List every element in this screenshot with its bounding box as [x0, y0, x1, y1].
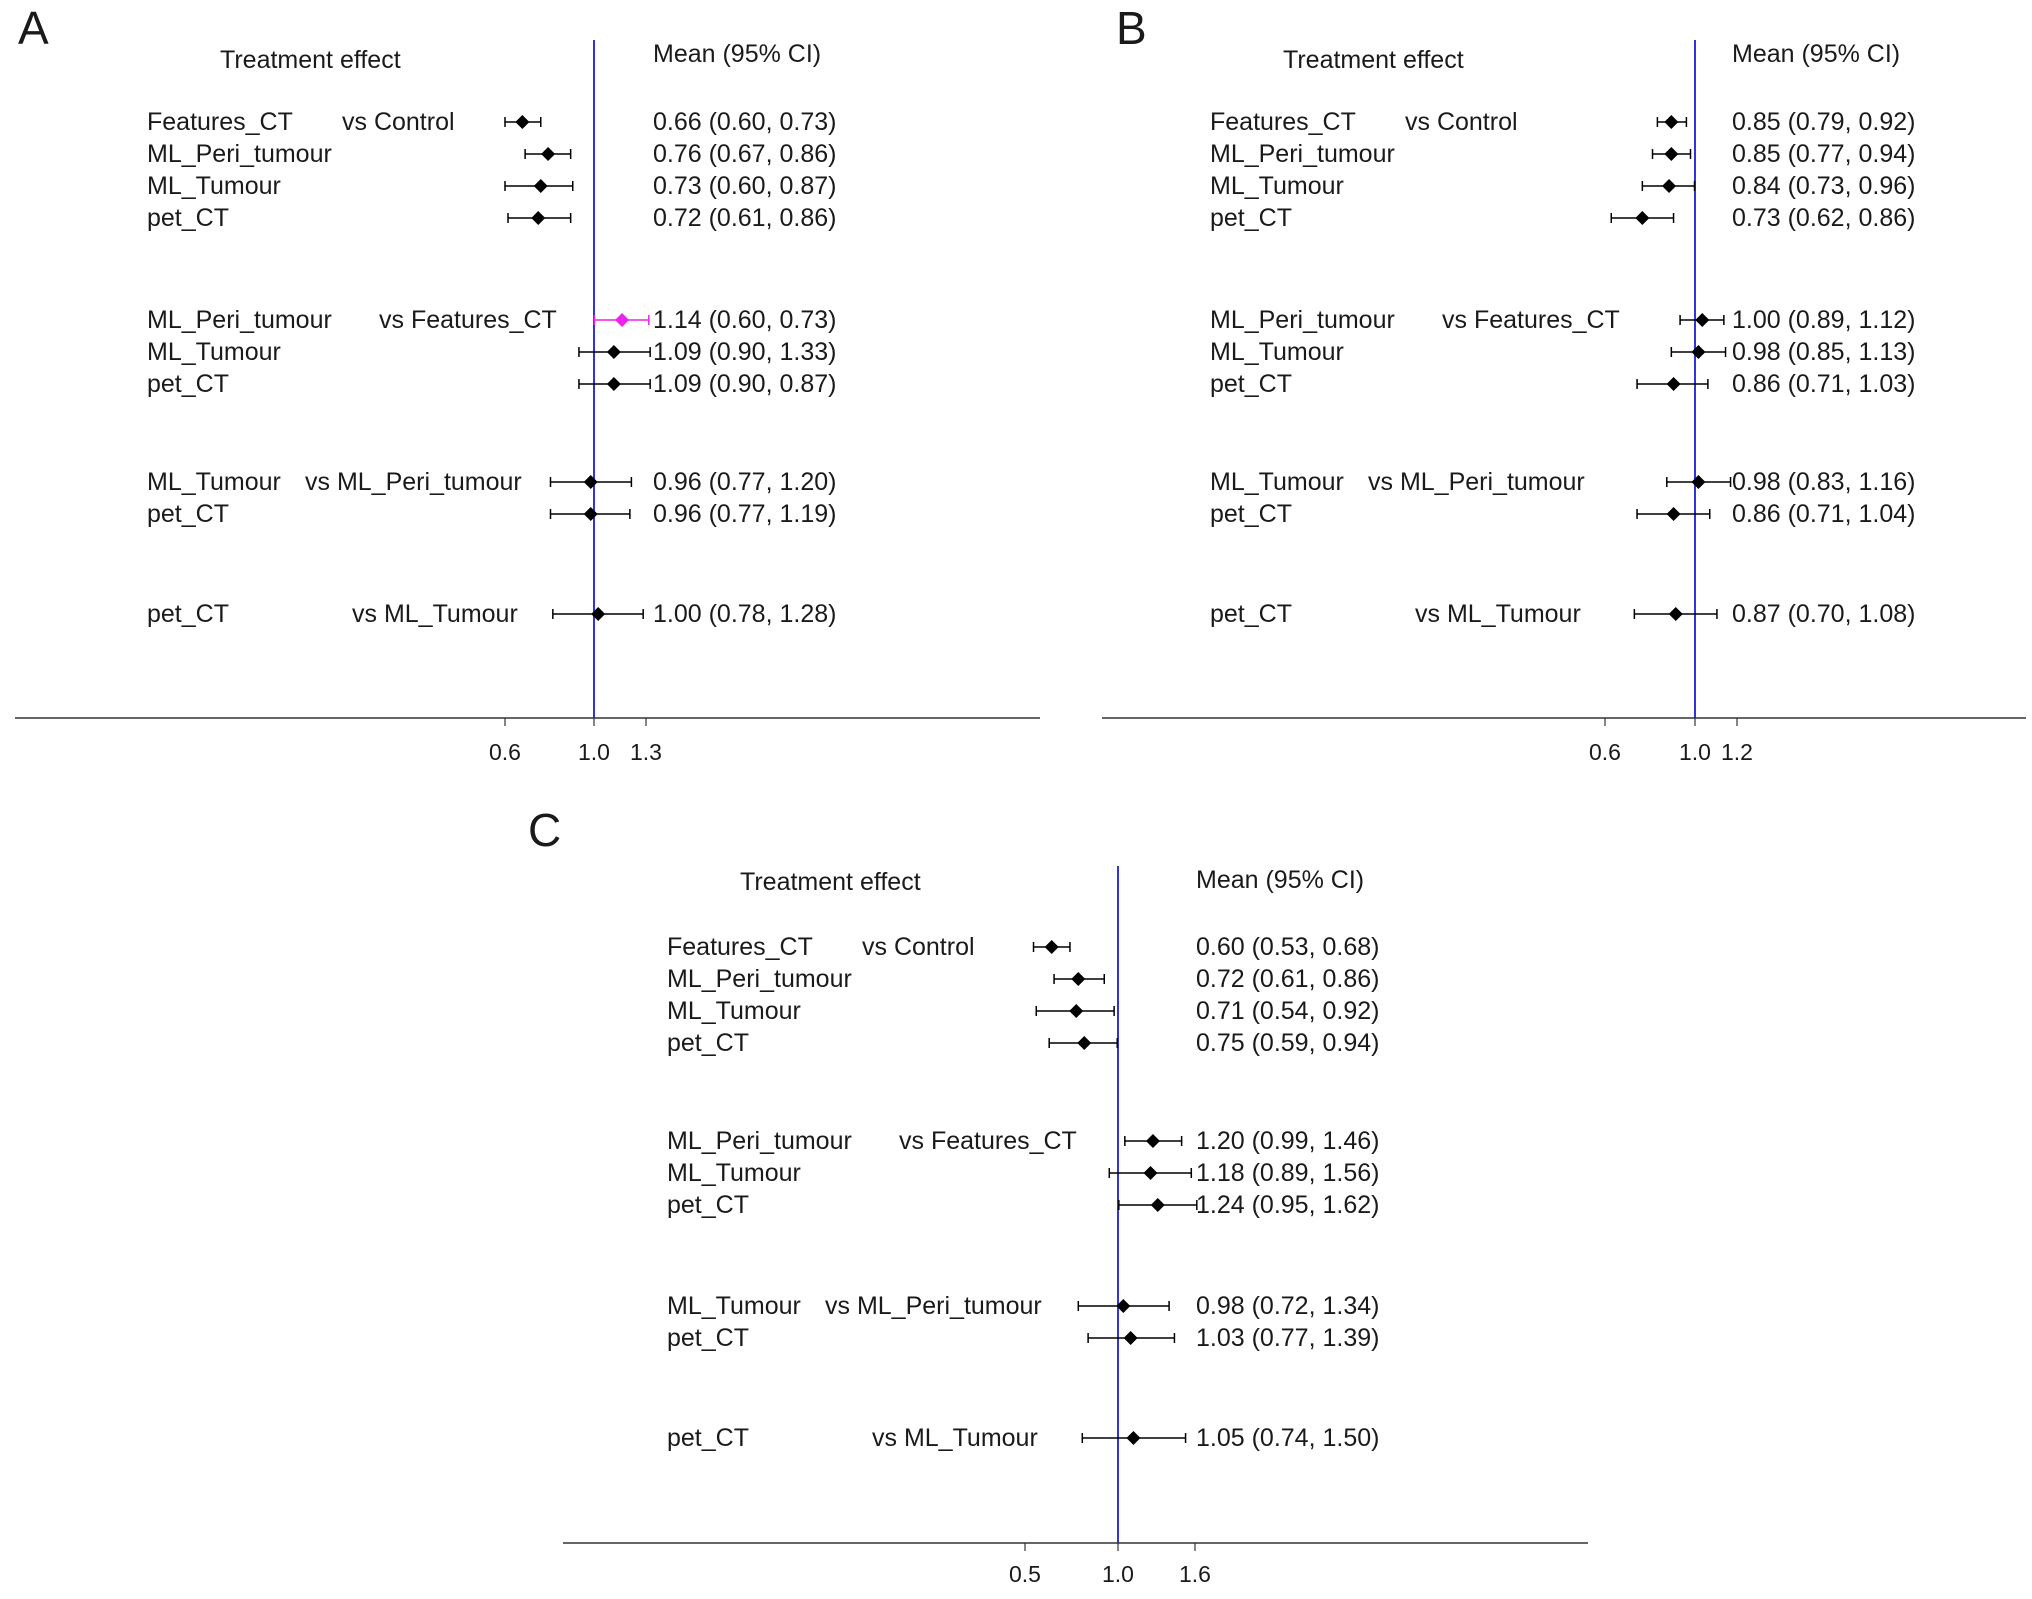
header-treatment-effect: Treatment effect: [1283, 46, 1464, 74]
mean-marker: [1635, 211, 1649, 225]
mean-marker: [1691, 475, 1705, 489]
forest-row: [147, 500, 836, 528]
row-model-label: pet_CT: [667, 1029, 749, 1057]
x-tick-label: 1.0: [1679, 739, 1711, 765]
row-ci-text: 0.76 (0.67, 0.86): [653, 140, 837, 168]
row-comparison-label: vs ML_Tumour: [352, 600, 518, 628]
mean-marker: [1071, 972, 1085, 986]
row-ci-text: 1.20 (0.99, 1.46): [1196, 1127, 1380, 1155]
row-comparison-label: vs ML_Tumour: [1415, 600, 1581, 628]
mean-marker: [541, 147, 555, 161]
forest-row: [1210, 600, 1915, 628]
mean-marker: [607, 345, 621, 359]
mean-marker: [1664, 115, 1678, 129]
forest-row: [667, 965, 1379, 993]
row-model-label: pet_CT: [147, 600, 229, 628]
row-ci-text: 0.98 (0.83, 1.16): [1732, 468, 1916, 496]
header-treatment-effect: Treatment effect: [740, 868, 921, 896]
row-ci-text: 0.72 (0.61, 0.86): [653, 204, 837, 232]
row-ci-text: 1.03 (0.77, 1.39): [1196, 1324, 1380, 1352]
mean-marker: [1143, 1166, 1157, 1180]
x-tick-label: 1.0: [578, 739, 610, 765]
row-comparison-label: vs Features_CT: [379, 306, 557, 334]
mean-marker: [584, 507, 598, 521]
row-model-label: ML_Peri_tumour: [1210, 306, 1395, 334]
mean-marker: [615, 313, 629, 327]
forest-row: [1210, 500, 1915, 528]
row-comparison-label: vs ML_Peri_tumour: [1368, 468, 1585, 496]
row-comparison-label: vs Control: [342, 108, 455, 136]
row-model-label: pet_CT: [147, 370, 229, 398]
x-tick-label: 1.6: [1179, 1561, 1211, 1587]
row-model-label: pet_CT: [667, 1424, 749, 1452]
forest-row: [1210, 468, 1915, 496]
row-ci-text: 1.14 (0.60, 0.73): [653, 306, 837, 334]
forest-row: [667, 1029, 1379, 1057]
forest-row: [1210, 108, 1915, 136]
row-ci-text: 0.98 (0.72, 1.34): [1196, 1292, 1380, 1320]
row-model-label: ML_Tumour: [667, 997, 801, 1025]
forest-row: [147, 468, 836, 496]
row-ci-text: 0.73 (0.60, 0.87): [653, 172, 837, 200]
row-model-label: ML_Tumour: [1210, 338, 1344, 366]
row-model-label: pet_CT: [1210, 600, 1292, 628]
forest-row: [667, 1324, 1379, 1352]
row-model-label: pet_CT: [147, 500, 229, 528]
mean-marker: [1667, 507, 1681, 521]
row-model-label: ML_Tumour: [1210, 468, 1344, 496]
row-ci-text: 0.71 (0.54, 0.92): [1196, 997, 1380, 1025]
row-ci-text: 1.09 (0.90, 1.33): [653, 338, 837, 366]
forest-row: [667, 933, 1379, 961]
forest-row: [667, 1127, 1379, 1155]
mean-marker: [1669, 607, 1683, 621]
row-model-label: ML_Tumour: [147, 172, 281, 200]
mean-marker: [1069, 1004, 1083, 1018]
row-ci-text: 0.73 (0.62, 0.86): [1732, 204, 1916, 232]
row-comparison-label: vs Control: [862, 933, 975, 961]
row-ci-text: 0.86 (0.71, 1.03): [1732, 370, 1916, 398]
panel-letter: B: [1116, 2, 1147, 54]
x-tick-label: 0.5: [1009, 1561, 1041, 1587]
mean-marker: [1662, 179, 1676, 193]
row-model-label: ML_Tumour: [1210, 172, 1344, 200]
row-ci-text: 0.96 (0.77, 1.20): [653, 468, 837, 496]
row-model-label: ML_Peri_tumour: [667, 965, 852, 993]
header-mean-ci: Mean (95% CI): [1732, 40, 1901, 68]
panel-letter: C: [528, 804, 562, 856]
forest-row: [147, 204, 836, 232]
x-tick-label: 1.3: [630, 739, 662, 765]
forest-row: [667, 1424, 1379, 1452]
row-model-label: pet_CT: [667, 1191, 749, 1219]
row-ci-text: 0.85 (0.77, 0.94): [1732, 140, 1916, 168]
row-ci-text: 0.85 (0.79, 0.92): [1732, 108, 1916, 136]
mean-marker: [1691, 345, 1705, 359]
forest-row: [1210, 370, 1915, 398]
mean-marker: [584, 475, 598, 489]
header-treatment-effect: Treatment effect: [220, 46, 401, 74]
row-comparison-label: vs ML_Tumour: [872, 1424, 1038, 1452]
mean-marker: [515, 115, 529, 129]
row-model-label: ML_Tumour: [667, 1159, 801, 1187]
row-ci-text: 1.00 (0.89, 1.12): [1732, 306, 1916, 334]
row-model-label: ML_Peri_tumour: [667, 1127, 852, 1155]
row-ci-text: 0.66 (0.60, 0.73): [653, 108, 837, 136]
row-ci-text: 0.96 (0.77, 1.19): [653, 500, 837, 528]
mean-marker: [1667, 377, 1681, 391]
mean-marker: [534, 179, 548, 193]
forest-row: [1210, 140, 1915, 168]
row-ci-text: 1.00 (0.78, 1.28): [653, 600, 837, 628]
row-model-label: Features_CT: [1210, 108, 1356, 136]
forest-panel-a: [15, 2, 1040, 765]
forest-panel-c: [528, 804, 1588, 1587]
forest-panel-b: [1102, 2, 2026, 765]
panel-letter: A: [18, 2, 49, 54]
row-ci-text: 1.18 (0.89, 1.56): [1196, 1159, 1380, 1187]
x-tick-label: 1.2: [1721, 739, 1753, 765]
mean-marker: [1126, 1431, 1140, 1445]
row-ci-text: 1.24 (0.95, 1.62): [1196, 1191, 1380, 1219]
x-tick-label: 1.0: [1102, 1561, 1134, 1587]
row-model-label: ML_Tumour: [147, 338, 281, 366]
forest-row: [667, 1159, 1379, 1187]
mean-marker: [1664, 147, 1678, 161]
mean-marker: [607, 377, 621, 391]
row-model-label: Features_CT: [667, 933, 813, 961]
mean-marker: [531, 211, 545, 225]
forest-row: [1210, 204, 1915, 232]
forest-row: [667, 997, 1379, 1025]
row-model-label: pet_CT: [1210, 500, 1292, 528]
row-ci-text: 0.98 (0.85, 1.13): [1732, 338, 1916, 366]
x-tick-label: 0.6: [1589, 739, 1621, 765]
row-model-label: Features_CT: [147, 108, 293, 136]
row-ci-text: 0.87 (0.70, 1.08): [1732, 600, 1916, 628]
row-model-label: pet_CT: [147, 204, 229, 232]
forest-row: [147, 370, 836, 398]
row-ci-text: 1.09 (0.90, 0.87): [653, 370, 837, 398]
mean-marker: [1695, 313, 1709, 327]
header-mean-ci: Mean (95% CI): [1196, 866, 1365, 894]
row-ci-text: 0.86 (0.71, 1.04): [1732, 500, 1916, 528]
forest-row: [147, 306, 836, 334]
row-ci-text: 0.72 (0.61, 0.86): [1196, 965, 1380, 993]
row-comparison-label: vs Control: [1405, 108, 1518, 136]
forest-row: [667, 1191, 1379, 1219]
row-comparison-label: vs Features_CT: [1442, 306, 1620, 334]
forest-row: [147, 600, 836, 628]
row-ci-text: 0.60 (0.53, 0.68): [1196, 933, 1380, 961]
forest-row: [147, 108, 836, 136]
row-model-label: ML_Peri_tumour: [1210, 140, 1395, 168]
row-model-label: ML_Peri_tumour: [147, 140, 332, 168]
mean-marker: [1045, 940, 1059, 954]
mean-marker: [1151, 1198, 1165, 1212]
header-mean-ci: Mean (95% CI): [653, 40, 822, 68]
forest-row: [147, 338, 836, 366]
row-comparison-label: vs Features_CT: [899, 1127, 1077, 1155]
forest-row: [147, 140, 836, 168]
mean-marker: [1077, 1036, 1091, 1050]
mean-marker: [1124, 1331, 1138, 1345]
forest-row: [1210, 306, 1915, 334]
row-comparison-label: vs ML_Peri_tumour: [305, 468, 522, 496]
forest-row: [1210, 338, 1915, 366]
mean-marker: [1146, 1134, 1160, 1148]
forest-row: [1210, 172, 1915, 200]
forest-row: [667, 1292, 1379, 1320]
forest-row: [147, 172, 836, 200]
x-tick-label: 0.6: [489, 739, 521, 765]
row-ci-text: 0.84 (0.73, 0.96): [1732, 172, 1916, 200]
row-model-label: ML_Tumour: [667, 1292, 801, 1320]
row-comparison-label: vs ML_Peri_tumour: [825, 1292, 1042, 1320]
row-ci-text: 1.05 (0.74, 1.50): [1196, 1424, 1380, 1452]
row-model-label: pet_CT: [667, 1324, 749, 1352]
row-ci-text: 0.75 (0.59, 0.94): [1196, 1029, 1380, 1057]
row-model-label: ML_Tumour: [147, 468, 281, 496]
row-model-label: pet_CT: [1210, 370, 1292, 398]
row-model-label: pet_CT: [1210, 204, 1292, 232]
row-model-label: ML_Peri_tumour: [147, 306, 332, 334]
